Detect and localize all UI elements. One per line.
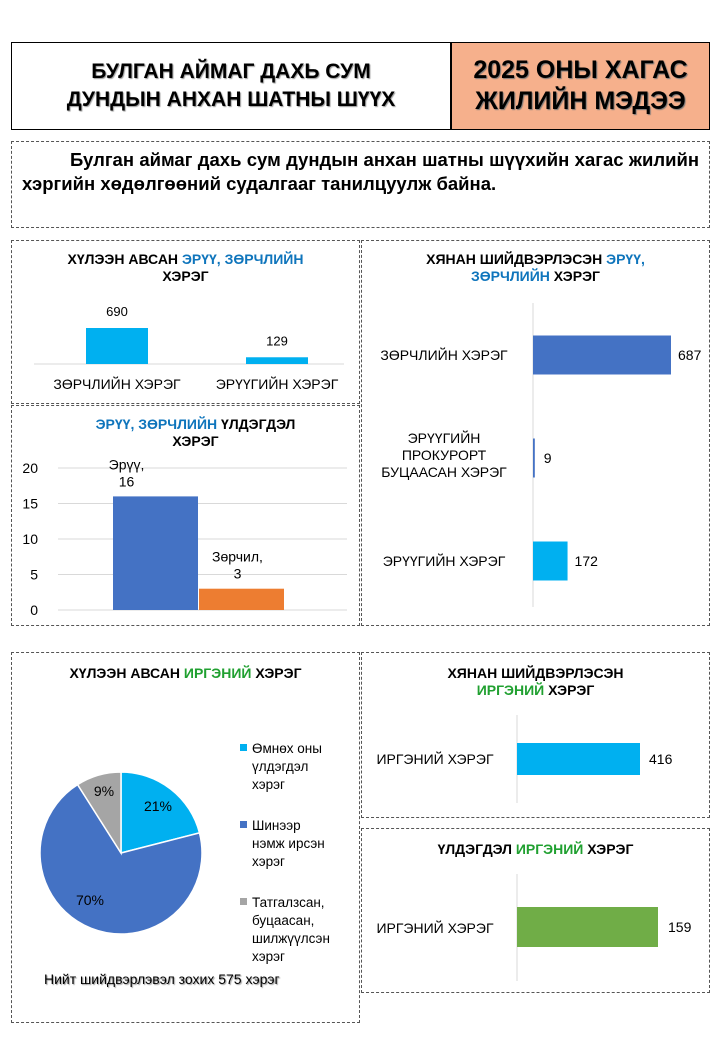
bar-violations — [86, 328, 148, 364]
series-label: Эрүү, — [108, 456, 145, 473]
bar-civil — [517, 743, 640, 775]
title-part-highlight: ИРГЭНИЙ — [515, 841, 584, 857]
y-tick-label: 15 — [22, 495, 38, 512]
legend-label: нэмж ирсэн — [252, 836, 325, 851]
slice-label: 9% — [93, 783, 115, 799]
data-label: 16 — [118, 473, 135, 490]
bar-violation — [199, 589, 284, 610]
title-part: ХЭРЭГ — [251, 665, 302, 681]
legend-swatch — [240, 821, 247, 828]
data-label: 172 — [574, 553, 598, 569]
chart-received-criminal — [12, 241, 361, 405]
panel-pending-criminal — [11, 405, 360, 626]
title-part-highlight: ИРГЭНИЙ — [183, 665, 252, 681]
title-part-highlight: ЭРҮҮ, — [606, 251, 645, 267]
category-label: ЭРҮҮГИЙН ХЭРЭГ — [382, 553, 506, 569]
bar-civil — [517, 907, 658, 947]
bar-returned — [533, 439, 535, 478]
title-part: ХЭРЭГ — [549, 268, 600, 284]
legend-label: хэрэг — [252, 777, 285, 792]
chart-resolved-civil — [362, 653, 711, 819]
title-part-highlight: ИРГЭНИЙ — [476, 682, 545, 698]
title-part: ХЭРЭГ — [172, 433, 219, 449]
data-label: 129 — [266, 333, 288, 349]
category-label: ЭРҮҮГИЙН ХЭРЭГ — [215, 376, 339, 392]
title-part: ҮЛДЭГДЭЛ — [217, 416, 296, 432]
category-label: ИРГЭНИЙ ХЭРЭГ — [376, 751, 494, 767]
data-label: 690 — [106, 304, 128, 319]
bar-violations — [533, 336, 671, 375]
chart-pending-criminal — [12, 406, 361, 627]
legend-label: Өмнөх оны — [252, 741, 322, 756]
slice-label: 21% — [143, 798, 173, 814]
panel-received-civil — [11, 652, 360, 1023]
y-tick-label: 20 — [22, 460, 38, 476]
bar-criminal — [113, 496, 198, 610]
title-part: ХЭРЭГ — [162, 268, 209, 284]
data-label: 3 — [233, 565, 242, 582]
data-label: 159 — [668, 919, 692, 935]
report-period-badge — [451, 42, 710, 130]
bar-criminal — [246, 357, 308, 364]
title-line-1: БУЛГАН АЙМАГ ДАХЬ СУМ — [91, 60, 371, 83]
slice-label: 70% — [75, 892, 105, 908]
category-label: ИРГЭНИЙ ХЭРЭГ — [376, 920, 494, 936]
legend-swatch — [240, 898, 247, 905]
period-line-2: ЖИЛИЙН МЭДЭЭ — [475, 87, 686, 115]
title-part: ҮЛДЭГДЭЛ — [437, 841, 516, 857]
title-part-highlight: ЭРҮҮ, ЗӨРЧЛИЙН — [181, 251, 304, 267]
y-tick-label: 5 — [30, 566, 38, 583]
chart-pending-civil — [362, 829, 711, 994]
category-label: ЭРҮҮГИЙН — [407, 430, 481, 446]
title-part-highlight: ЭРҮҮ, ЗӨРЧЛИЙН — [95, 416, 218, 432]
legend-label: шилжүүлсэн — [252, 931, 330, 946]
title-part-highlight: ЗӨРЧЛИЙН — [471, 268, 550, 284]
panel-received-criminal — [11, 240, 360, 404]
data-label: 687 — [678, 347, 702, 363]
chart-resolved-criminal — [362, 241, 711, 627]
bar-criminal — [533, 542, 568, 581]
title-part: ХЭРЭГ — [583, 841, 634, 857]
panel-pending-civil — [361, 828, 710, 993]
legend-label: Татгалзсан, — [252, 895, 325, 910]
chart-received-civil — [12, 653, 361, 1024]
legend-label: хэрэг — [252, 949, 285, 964]
legend-label: Шинээр — [252, 818, 301, 833]
legend-swatch — [240, 744, 247, 751]
title-part: ХЯНАН ШИЙДВЭРЛЭСЭН — [426, 251, 607, 267]
category-label: ЗӨРЧЛИЙН ХЭРЭГ — [53, 376, 181, 392]
legend-label: хэрэг — [252, 854, 285, 869]
category-label: ПРОКУРОРТ — [401, 447, 487, 463]
y-tick-label: 0 — [30, 602, 38, 618]
category-label: БУЦААСАН ХЭРЭГ — [381, 464, 507, 480]
data-label: 9 — [543, 450, 552, 466]
title-part: ХЯНАН ШИЙДВЭРЛЭСЭН — [447, 665, 624, 681]
title-line-2: ДУНДЫН АНХАН ШАТНЫ ШҮҮХ — [66, 88, 396, 111]
panel-resolved-criminal — [361, 240, 710, 626]
total-note: Нийт шийдвэрлэвэл зохих 575 хэрэг — [44, 971, 280, 987]
panel-resolved-civil — [361, 652, 710, 818]
period-line-1: 2025 ОНЫ ХАГАС — [473, 56, 688, 84]
series-label: Зөрчил, — [212, 548, 263, 565]
legend-label: үлдэгдэл — [252, 759, 309, 774]
report-title — [11, 42, 451, 130]
legend-label: буцаасан, — [252, 913, 315, 928]
y-tick-label: 10 — [22, 531, 38, 547]
data-label: 416 — [649, 751, 673, 767]
title-part: ХҮЛЭЭН АВСАН — [69, 665, 184, 681]
category-label: ЗӨРЧЛИЙН ХЭРЭГ — [380, 347, 508, 363]
title-part: ХЭРЭГ — [544, 682, 595, 698]
title-part: ХҮЛЭЭН АВСАН — [67, 251, 182, 267]
intro-text: Булган аймаг дахь сум дундын анхан шатны шүүхийн хагас жилийн хэргийн хөдөлгөөний судалгааг танилцуулж байна. — [11, 141, 710, 228]
